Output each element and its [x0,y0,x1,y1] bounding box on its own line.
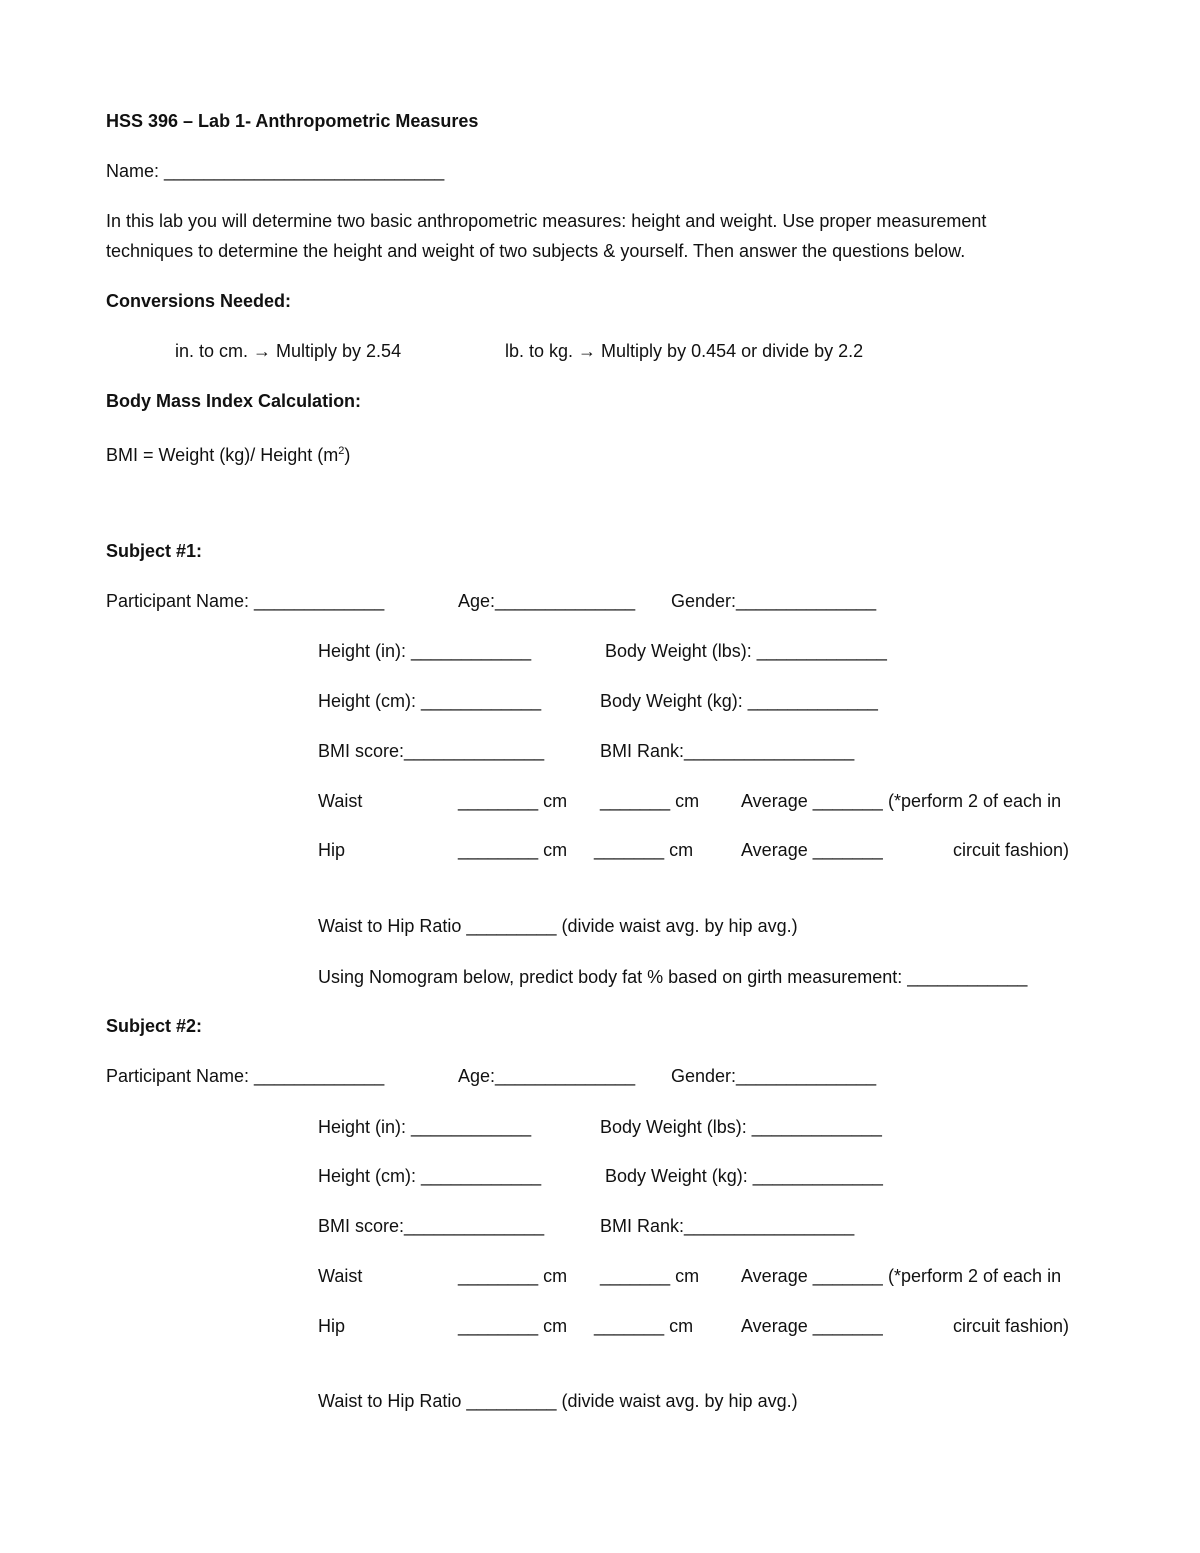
page-title: HSS 396 – Lab 1- Anthropometric Measures [106,111,479,131]
name-field[interactable]: Name: ____________________________ [106,161,445,181]
subject-2-hip-average[interactable]: Average _______ [741,1316,883,1336]
subject-1-participant-name-field[interactable]: Participant Name: _____________ [106,591,385,611]
subject-2-bmi-rank-field[interactable]: BMI Rank:_________________ [600,1216,855,1236]
subject-1-waist-note: (*perform 2 of each in [888,791,1062,811]
intro-line-2: techniques to determine the height and weight of two subjects & yourself. Then answer the questions below. [106,241,966,261]
subject-1-hip-average[interactable]: Average _______ [741,840,883,860]
subject-2-weight-lbs-field[interactable]: Body Weight (lbs): _____________ [600,1117,882,1137]
subject-2-hip-note: circuit fashion) [953,1316,1070,1336]
subject-1-height-cm-field[interactable]: Height (cm): ____________ [318,691,542,711]
subject-1-weight-lbs-field[interactable]: Body Weight (lbs): _____________ [605,641,887,661]
conversion-lb-to-kg: lb. to kg. → Multiply by 0.454 or divide by 2.2 [505,341,864,361]
subject-2-gender-field[interactable]: Gender:______________ [671,1066,877,1086]
subject-2-height-in-field[interactable]: Height (in): ____________ [318,1117,532,1137]
subject-2-waist-label: Waist [318,1266,363,1286]
intro-line-1: In this lab you will determine two basic anthropometric measures: height and weight. Use proper measurement [106,211,987,231]
subject-2-waist-average[interactable]: Average _______ [741,1266,883,1286]
subject-1-waist-average[interactable]: Average _______ [741,791,883,811]
subject-2-participant-name-field[interactable]: Participant Name: _____________ [106,1066,385,1086]
bmi-formula [106,440,350,466]
subject-1-hip-label: Hip [318,840,346,860]
subject-2-hip-measure-2[interactable]: _______ cm [594,1316,694,1336]
subject-1-waist-measure-1[interactable]: ________ cm [458,791,568,811]
subject-1-hip-note: circuit fashion) [953,840,1070,860]
subject-2-hip-label: Hip [318,1316,346,1336]
subject-1-hip-measure-2[interactable]: _______ cm [594,840,694,860]
subject-2-bmi-score-field[interactable]: BMI score:______________ [318,1216,545,1236]
subject-2-weight-kg-field[interactable]: Body Weight (kg): _____________ [605,1166,883,1186]
subject-2-waist-hip-ratio-field[interactable]: Waist to Hip Ratio _________ (divide waist avg. by hip avg.) [318,1391,798,1411]
subject-1-waist-label: Waist [318,791,363,811]
bmi-heading: Body Mass Index Calculation: [106,391,362,411]
subject-2-waist-measure-2[interactable]: _______ cm [600,1266,700,1286]
subject-2-waist-measure-1[interactable]: ________ cm [458,1266,568,1286]
subject-1-height-in-field[interactable]: Height (in): ____________ [318,641,532,661]
bmi-formula-text: BMI = Weight (kg)/ Height (m [106,445,339,465]
subject-1-age-field[interactable]: Age:______________ [458,591,636,611]
subject-1-waist-hip-ratio-field[interactable]: Waist to Hip Ratio _________ (divide waist avg. by hip avg.) [318,916,798,936]
subject-2-age-field[interactable]: Age:______________ [458,1066,636,1086]
subject-1-nomogram-field[interactable]: Using Nomogram below, predict body fat % based on girth measurement: ____________ [318,967,1028,987]
bmi-formula-exponent: 2 [338,445,345,457]
subject-1-bmi-score-field[interactable]: BMI score:______________ [318,741,545,761]
subject-1-heading: Subject #1: [106,541,203,561]
subject-1-gender-field[interactable]: Gender:______________ [671,591,877,611]
bmi-formula-close: ) [344,445,351,465]
subject-2-heading: Subject #2: [106,1016,203,1036]
subject-1-waist-measure-2[interactable]: _______ cm [600,791,700,811]
subject-1-hip-measure-1[interactable]: ________ cm [458,840,568,860]
subject-2-waist-note: (*perform 2 of each in [888,1266,1062,1286]
conversion-in-to-cm: in. to cm. → Multiply by 2.54 [175,341,402,361]
subject-2-height-cm-field[interactable]: Height (cm): ____________ [318,1166,542,1186]
conversions-heading: Conversions Needed: [106,291,292,311]
subject-2-hip-measure-1[interactable]: ________ cm [458,1316,568,1336]
subject-1-weight-kg-field[interactable]: Body Weight (kg): _____________ [600,691,878,711]
subject-1-bmi-rank-field[interactable]: BMI Rank:_________________ [600,741,855,761]
